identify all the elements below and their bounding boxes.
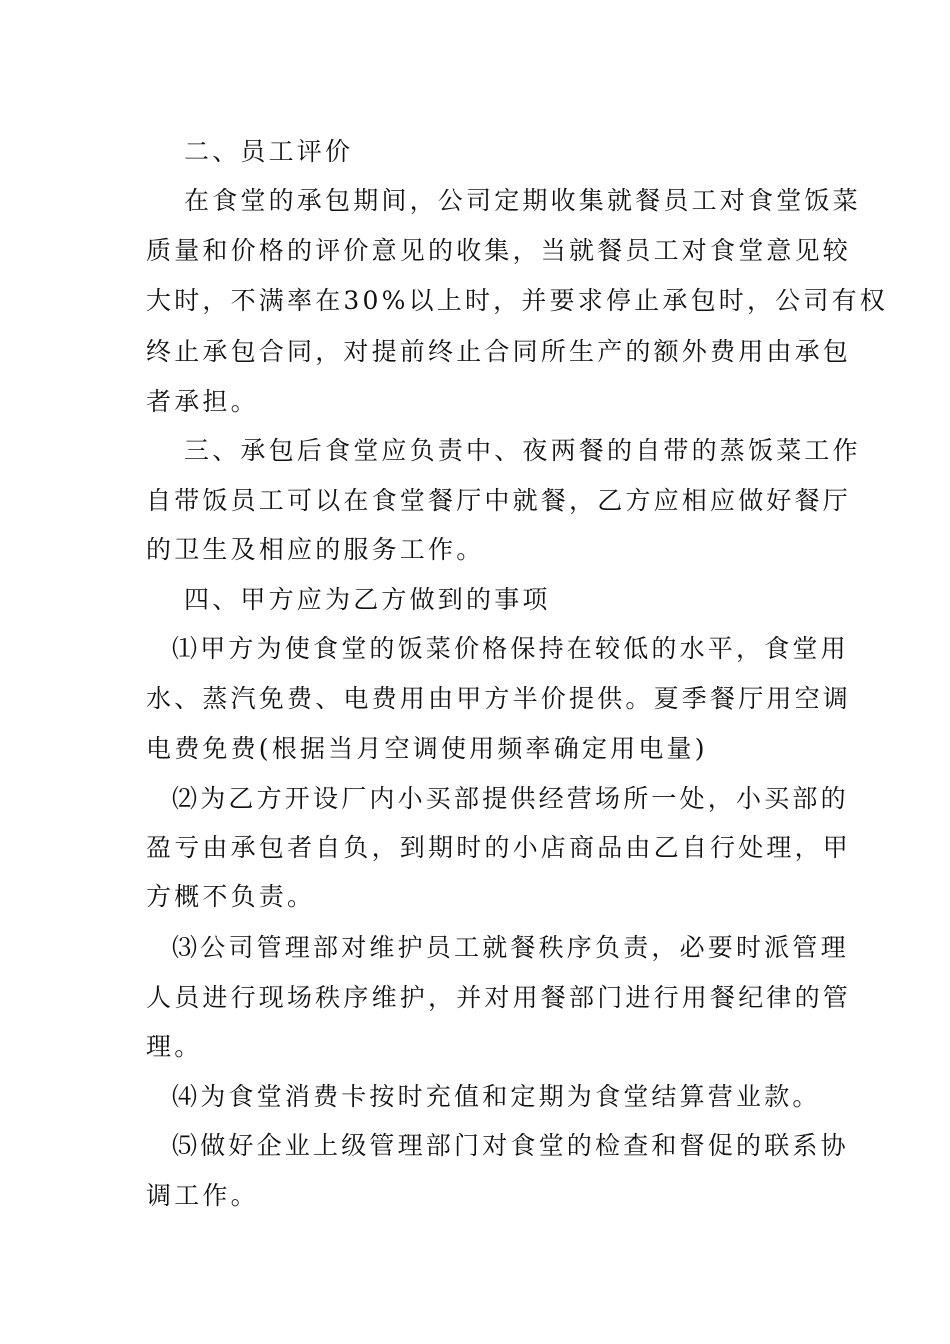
- section-heading-party-a-obligations: 四、甲方应为乙方做到的事项: [184, 585, 551, 614]
- list-item-line: ⑵为乙方开设厂内小买部提供经营场所一处，小买部的: [172, 784, 849, 813]
- list-item-line: 盈亏由承包者自负，到期时的小店商品由乙自行处理，甲: [146, 833, 852, 862]
- paragraph-line: 在食堂的承包期间，公司定期收集就餐员工对食堂饭菜: [184, 186, 861, 215]
- list-item-line: ⑷为食堂消费卡按时充值和定期为食堂结算营业款。: [172, 1082, 821, 1111]
- list-item-line: ⑸做好企业上级管理部门对食堂的检查和督促的联系协: [172, 1131, 849, 1160]
- paragraph-line: 的卫生及相应的服务工作。: [146, 535, 485, 564]
- paragraph-line: 终止承包合同，对提前终止合同所生产的额外费用由承包: [146, 337, 852, 366]
- list-item-line: ⑴甲方为使食堂的饭菜价格保持在较低的水平，食堂用: [172, 634, 849, 663]
- list-item-line: ⑶公司管理部对维护员工就餐秩序负责，必要时派管理: [172, 933, 849, 962]
- paragraph-line: 质量和价格的评价意见的收集，当就餐员工对食堂意见较: [146, 236, 852, 265]
- list-item-line: 电费免费(根据当月空调使用频率确定用电量): [146, 734, 708, 763]
- list-item-line: 人员进行现场秩序维护，并对用餐部门进行用餐纪律的管: [146, 983, 852, 1012]
- list-item-line: 调工作。: [146, 1181, 259, 1210]
- paragraph-line: 自带饭员工可以在食堂餐厅中就餐，乙方应相应做好餐厅: [146, 486, 852, 515]
- list-item-line: 水、蒸汽免费、电费用由甲方半价提供。夏季餐厅用空调: [146, 684, 852, 713]
- paragraph-line: 三、承包后食堂应负责中、夜两餐的自带的蒸饭菜工作: [184, 436, 861, 465]
- paragraph-line: 者承担。: [146, 387, 259, 416]
- paragraph-line: 大时，不满率在30%以上时，并要求停止承包时，公司有权: [146, 286, 888, 315]
- list-item-line: 理。: [146, 1032, 203, 1061]
- section-heading-employee-evaluation: 二、员工评价: [184, 137, 354, 166]
- list-item-line: 方概不负责。: [146, 882, 316, 911]
